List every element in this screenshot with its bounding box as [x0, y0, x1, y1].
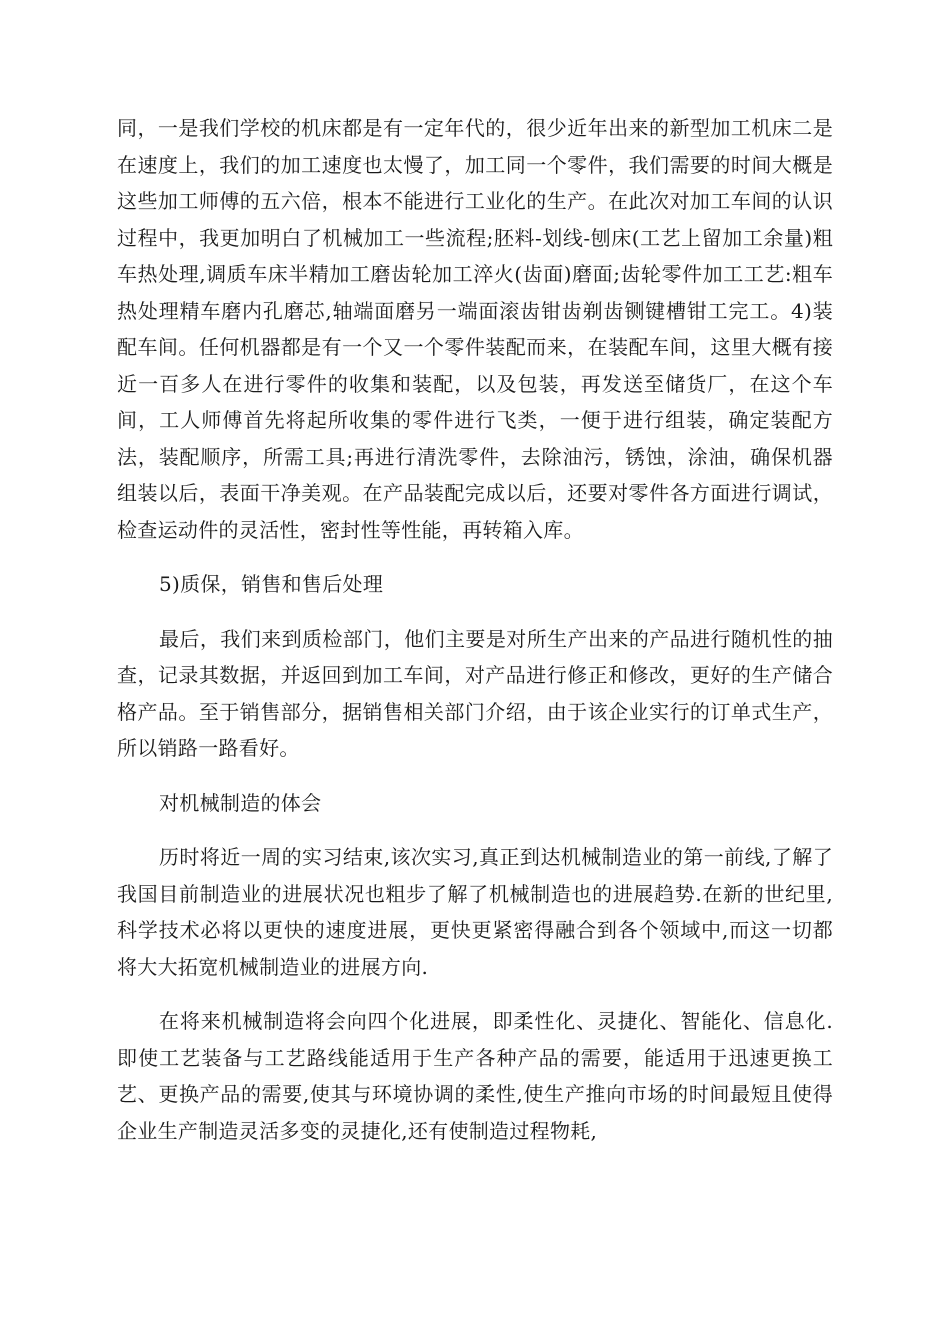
- document-page: [117, 110, 833, 1167]
- paragraph-internship-summary: 历时将近一周的实习结束,该次实习,真正到达机械制造业的第一前线,了解了我国目前制造业的进展状况也粗步了解了机械制造也的进展趋势.在新的世纪里,科学技术必将以更快的速度进展，更快更紧密得融合到各个领域中,而这一切都将大大拓宽机械制造业的进展方向.: [117, 845, 833, 979]
- section-heading-reflections: 对机械制造的体会: [159, 790, 322, 815]
- paragraph-future-trends: 在将来机械制造将会向四个化进展，即柔性化、灵捷化、智能化、信息化.即使工艺装备与工艺路线能适用于生产各种产品的需要，能适用于迅速更换工艺、更换产品的需要,使其与环境协调的柔性,使生产推向市场的时间最短且使得企业生产制造灵活多变的灵捷化,还有使制造过程物耗,: [117, 1009, 833, 1143]
- paragraph-quality-inspection: 最后，我们来到质检部门，他们主要是对所生产出来的产品进行随机性的抽查，记录其数据，并返回到加工车间，对产品进行修正和修改，更好的生产储合格产品。至于销售部分，据销售相关部门介绍，由于该企业实行的订单式生产，所以销路一路看好。: [117, 626, 833, 760]
- paragraph-assembly-workshop: 同，一是我们学校的机床都是有一定年代的，很少近年出来的新型加工机床二是在速度上，我们的加工速度也太慢了，加工同一个零件，我们需要的时间大概是这些加工师傅的五六倍，根本不能进行工业化的生产。在此次对加工车间的认识过程中，我更加明白了机械加工一些流程;胚料-划线-刨床(工艺上留加工余量)粗车热处理,调质车床半精加工磨齿轮加工淬火(齿面)磨面;齿轮零件加工工艺:粗车热处理精车磨内孔磨芯,轴端面磨另一端面滚齿钳齿剃齿铡键槽钳工完工。4)装配车间。任何机器都是有一个又一个零件装配而来，在装配车间，这里大概有接近一百多人在进行零件的收集和装配，以及包装，再发送至储货厂，在这个车间，工人师傅首先将起所收集的零件进行飞类，一便于进行组装，确定装配方法，装配顺序，所需工具;再进行清洗零件，去除油污，锈蚀，涂油，确保机器组装以后，表面干净美观。在产品装配完成以后，还要对零件各方面进行调试，检查运动件的灵活性，密封性等性能，再转箱入库。: [117, 116, 833, 542]
- section-heading-quality-sales: 5)质保，销售和售后处理: [159, 572, 384, 596]
